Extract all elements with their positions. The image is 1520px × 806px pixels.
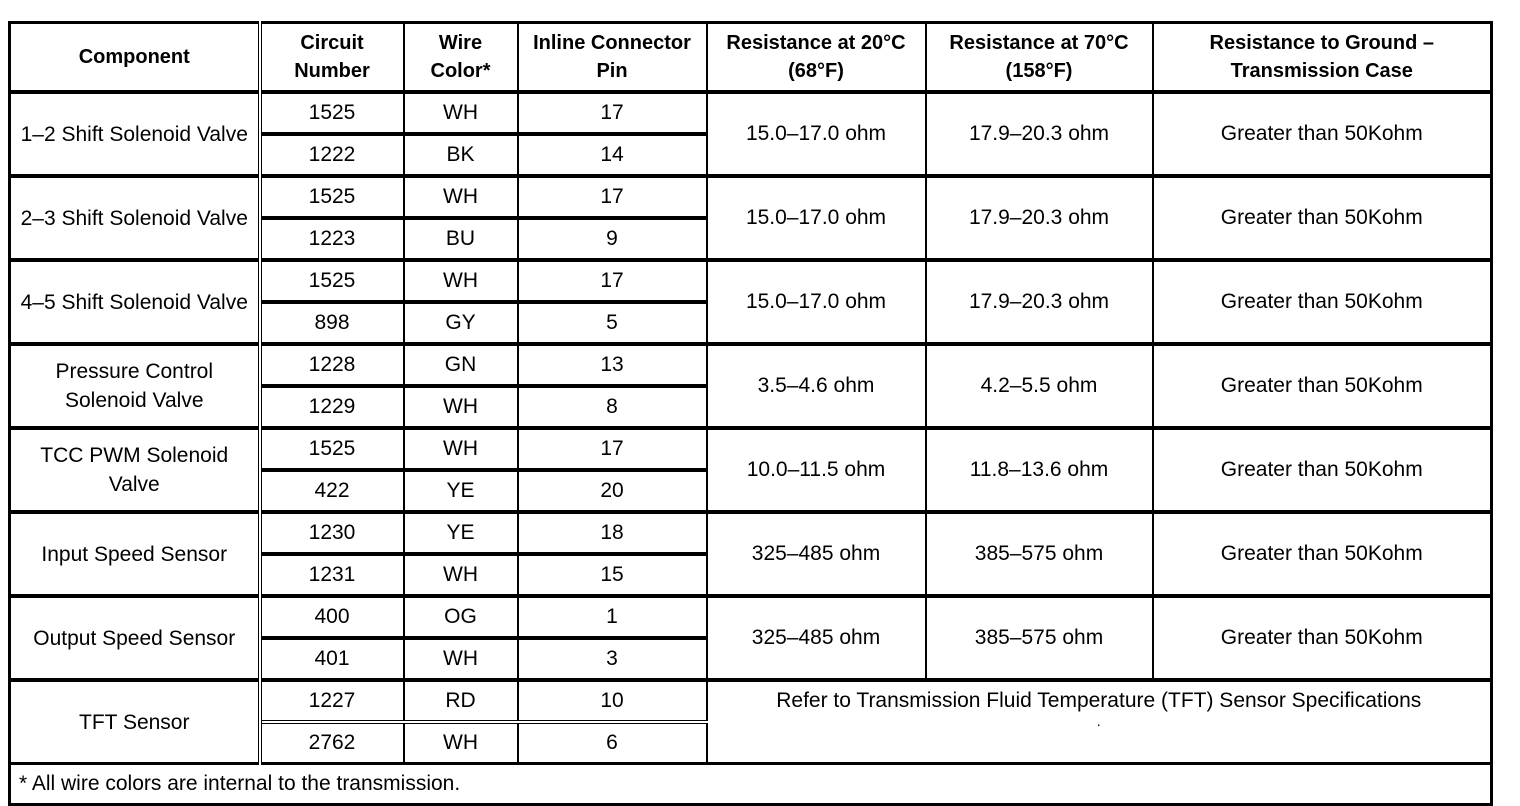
header-resistance-ground: Resistance to Ground – Transmission Case	[1153, 23, 1492, 93]
connector-pin-cell: 17	[518, 260, 707, 302]
circuit-number-cell: 1223	[260, 218, 404, 260]
wire-color-cell: BU	[404, 218, 518, 260]
table-row	[10, 680, 1492, 722]
resistance-spec-table	[8, 21, 1493, 806]
wire-color-cell: BK	[404, 134, 518, 176]
circuit-number-cell: 1227	[260, 680, 404, 722]
circuit-number-cell: 898	[260, 302, 404, 344]
table-row	[10, 428, 1492, 470]
resistance-20c-cell: 15.0–17.0 ohm	[707, 260, 926, 344]
header-circuit-number: Circuit Number	[260, 23, 404, 93]
wire-color-cell: WH	[404, 176, 518, 218]
circuit-number-cell: 401	[260, 638, 404, 680]
resistance-70c-cell: 4.2–5.5 ohm	[926, 344, 1153, 428]
wire-color-cell: YE	[404, 470, 518, 512]
component-cell: 4–5 Shift Solenoid Valve	[10, 260, 260, 344]
connector-pin-cell: 14	[518, 134, 707, 176]
wire-color-cell: OG	[404, 596, 518, 638]
resistance-70c-cell: 17.9–20.3 ohm	[926, 260, 1153, 344]
resistance-20c-cell: 3.5–4.6 ohm	[707, 344, 926, 428]
resistance-20c-cell: 15.0–17.0 ohm	[707, 176, 926, 260]
resistance-20c-cell: 325–485 ohm	[707, 596, 926, 680]
connector-pin-cell: 1	[518, 596, 707, 638]
circuit-number-cell: 1231	[260, 554, 404, 596]
resistance-ground-cell: Greater than 50Kohm	[1153, 260, 1492, 344]
connector-pin-cell: 17	[518, 428, 707, 470]
connector-pin-cell: 15	[518, 554, 707, 596]
tft-reference-dot: .	[1096, 713, 1101, 729]
circuit-number-cell: 1525	[260, 260, 404, 302]
resistance-ground-cell: Greater than 50Kohm	[1153, 92, 1492, 176]
circuit-number-cell: 1230	[260, 512, 404, 554]
component-cell: TFT Sensor	[10, 680, 260, 764]
wire-color-cell: RD	[404, 680, 518, 722]
circuit-number-cell: 1525	[260, 428, 404, 470]
wire-color-cell: WH	[404, 92, 518, 134]
wire-color-cell: YE	[404, 512, 518, 554]
connector-pin-cell: 6	[518, 722, 707, 764]
resistance-20c-cell: 325–485 ohm	[707, 512, 926, 596]
table-row	[10, 596, 1492, 638]
header-component: Component	[10, 23, 260, 93]
resistance-20c-cell: 15.0–17.0 ohm	[707, 92, 926, 176]
wire-color-cell: WH	[404, 722, 518, 764]
wire-color-cell: WH	[404, 260, 518, 302]
connector-pin-cell: 3	[518, 638, 707, 680]
resistance-ground-cell: Greater than 50Kohm	[1153, 344, 1492, 428]
table-body	[10, 92, 1492, 805]
table-row	[10, 344, 1492, 386]
resistance-70c-cell: 385–575 ohm	[926, 512, 1153, 596]
connector-pin-cell: 8	[518, 386, 707, 428]
connector-pin-cell: 9	[518, 218, 707, 260]
header-row	[10, 23, 1492, 93]
resistance-ground-cell: Greater than 50Kohm	[1153, 596, 1492, 680]
footnote-row	[10, 764, 1492, 805]
table-row	[10, 512, 1492, 554]
resistance-70c-cell: 11.8–13.6 ohm	[926, 428, 1153, 512]
table-row	[10, 176, 1492, 218]
resistance-20c-cell: 10.0–11.5 ohm	[707, 428, 926, 512]
resistance-70c-cell: 17.9–20.3 ohm	[926, 176, 1153, 260]
circuit-number-cell: 2762	[260, 722, 404, 764]
circuit-number-cell: 1525	[260, 92, 404, 134]
resistance-70c-cell: 385–575 ohm	[926, 596, 1153, 680]
connector-pin-cell: 10	[518, 680, 707, 722]
resistance-ground-cell: Greater than 50Kohm	[1153, 176, 1492, 260]
component-cell: Output Speed Sensor	[10, 596, 260, 680]
connector-pin-cell: 18	[518, 512, 707, 554]
connector-pin-cell: 5	[518, 302, 707, 344]
header-wire-color: Wire Color*	[404, 23, 518, 93]
resistance-ground-cell: Greater than 50Kohm	[1153, 512, 1492, 596]
resistance-70c-cell: 17.9–20.3 ohm	[926, 92, 1153, 176]
table-row	[10, 92, 1492, 134]
circuit-number-cell: 1229	[260, 386, 404, 428]
circuit-number-cell: 1228	[260, 344, 404, 386]
connector-pin-cell: 17	[518, 92, 707, 134]
table-row	[10, 260, 1492, 302]
component-cell: 2–3 Shift Solenoid Valve	[10, 176, 260, 260]
tft-reference-note	[707, 680, 1492, 764]
wire-color-cell: WH	[404, 638, 518, 680]
component-cell: TCC PWM Solenoid Valve	[10, 428, 260, 512]
header-resistance-70c: Resistance at 70°C (158°F)	[926, 23, 1153, 93]
wire-color-cell: WH	[404, 428, 518, 470]
circuit-number-cell: 1222	[260, 134, 404, 176]
component-cell: 1–2 Shift Solenoid Valve	[10, 92, 260, 176]
component-cell: Pressure Control Solenoid Valve	[10, 344, 260, 428]
footnote: * All wire colors are internal to the transmission.	[10, 764, 1492, 805]
wire-color-cell: GY	[404, 302, 518, 344]
wire-color-cell: GN	[404, 344, 518, 386]
component-cell: Input Speed Sensor	[10, 512, 260, 596]
circuit-number-cell: 1525	[260, 176, 404, 218]
wire-color-cell: WH	[404, 554, 518, 596]
circuit-number-cell: 422	[260, 470, 404, 512]
header-inline-connector-pin: Inline Connector Pin	[518, 23, 707, 93]
connector-pin-cell: 17	[518, 176, 707, 218]
tft-reference-text: Refer to Transmission Fluid Temperature (TFT) Sensor Specifications	[776, 689, 1422, 712]
header-resistance-20c: Resistance at 20°C (68°F)	[707, 23, 926, 93]
resistance-ground-cell: Greater than 50Kohm	[1153, 428, 1492, 512]
connector-pin-cell: 13	[518, 344, 707, 386]
wire-color-cell: WH	[404, 386, 518, 428]
circuit-number-cell: 400	[260, 596, 404, 638]
connector-pin-cell: 20	[518, 470, 707, 512]
